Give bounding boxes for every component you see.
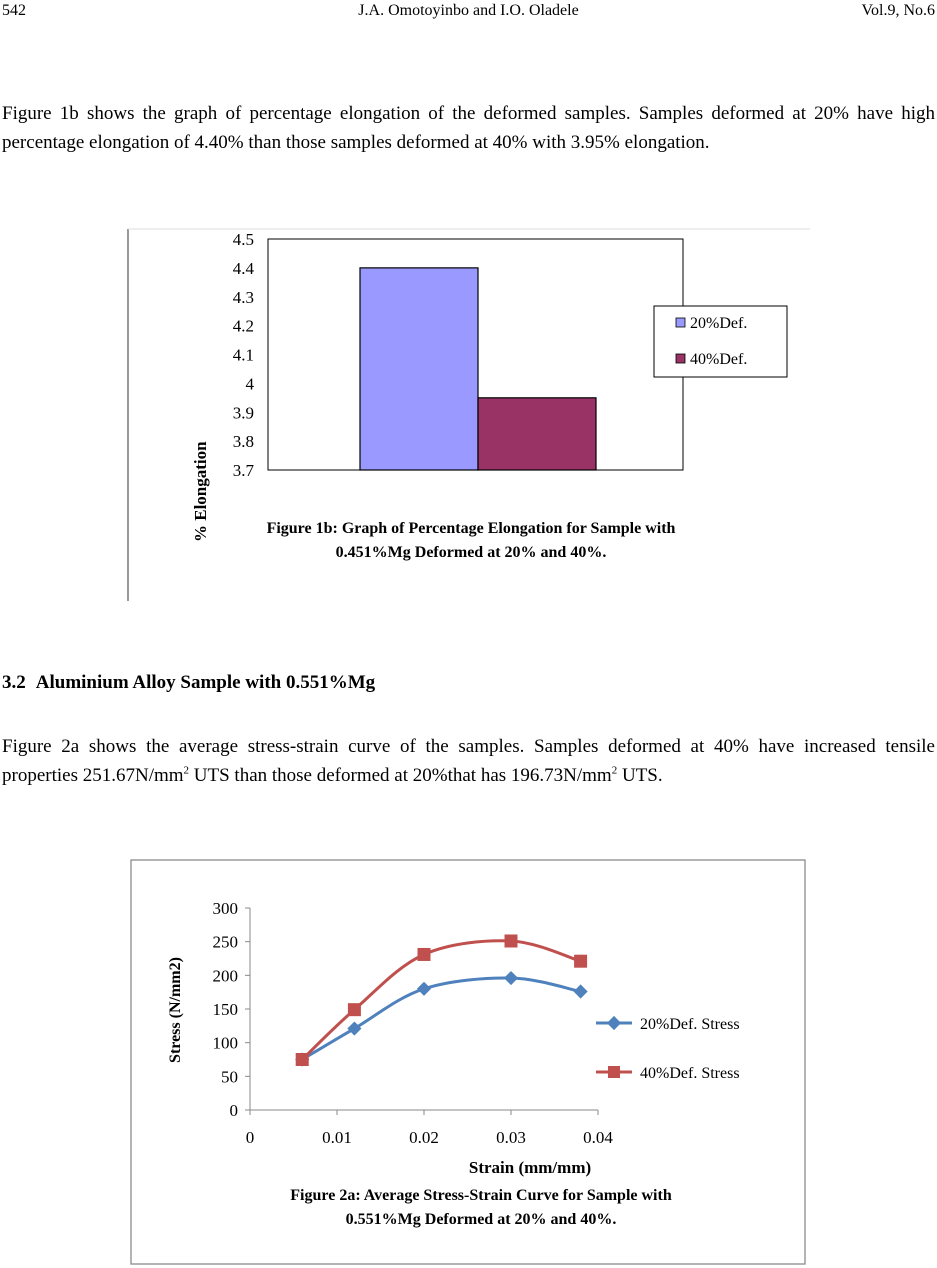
- superscript-1: 2: [183, 764, 190, 777]
- legend-label-20-def: 20%Def.: [690, 315, 748, 332]
- figure-2a-caption-line-2: 0.551%Mg Deformed at 20% and 40%.: [345, 1211, 617, 1228]
- figure-1b-y-tick-label: 3.8: [232, 432, 254, 452]
- legend-label-40-def: 40%Def.: [690, 351, 748, 368]
- legend-swatch-40-def: [676, 354, 685, 363]
- legend-marker-40-def-stress: [608, 1066, 620, 1078]
- data-point-40-def-stress: [574, 955, 587, 968]
- figure-1b-bar-40-def: [478, 398, 596, 470]
- legend-label-40-def-stress: 40%Def. Stress: [640, 1065, 740, 1082]
- figure-1b-caption-line-2: 0.451%Mg Deformed at 20% and 40%.: [335, 544, 607, 561]
- figure-2a-x-tick-label: 0.03: [496, 1128, 526, 1147]
- figure-1b-y-tick-label: 4: [245, 374, 254, 394]
- figure-2a-chart: [0, 858, 937, 1268]
- data-point-40-def-stress: [348, 1003, 361, 1016]
- figure-1b-y-tick-label: 4.1: [232, 345, 254, 365]
- figure-2a-y-tick-label: 200: [212, 966, 238, 986]
- figure-2a-y-tick-label: 50: [221, 1067, 238, 1087]
- figure-2a-x-tick-label: 0.02: [409, 1128, 439, 1147]
- section-heading: [2, 672, 375, 694]
- running-header-volume: Vol.9, No.6: [861, 2, 935, 19]
- figure-1b-y-axis-label: % Elongation: [191, 441, 210, 542]
- paragraph-figure-1b: Figure 1b shows the graph of percentage elongation of the deformed samples. Samples deformed at 20% have high percentage elongation of 4.40% than those samples deformed at 40% with 3.95% elongation.: [2, 103, 935, 153]
- figure-2a-caption-line-1: Figure 2a: Average Stress-Strain Curve for Sample with: [290, 1187, 672, 1204]
- running-header-authors: J.A. Omotoyinbo and I.O. Oladele: [358, 2, 579, 19]
- figure-2a-y-tick-label: 0: [229, 1101, 238, 1120]
- figure-2a-x-tick-label: 0.04: [583, 1128, 613, 1147]
- figure-2a-y-tick-label: 100: [212, 1033, 238, 1053]
- section-title: Aluminium Alloy Sample with 0.551%Mg: [35, 672, 376, 693]
- figure-2a-x-tick-label: 0.01: [322, 1128, 352, 1147]
- figure-1b-chart: [0, 225, 937, 605]
- figure-2a-x-tick-label: 0: [245, 1128, 255, 1147]
- figure-1b-y-tick-label: 3.9: [232, 403, 254, 423]
- figure-1b-caption-line-1: Figure 1b: Graph of Percentage Elongation for Sample with: [266, 520, 676, 537]
- figure-1b-y-tick-label: 4.4: [232, 258, 254, 278]
- figure-2a-y-axis-label: Stress (N/mm2): [167, 957, 184, 1063]
- page-number: 542: [2, 2, 26, 19]
- figure-1b-y-tick-label: 4.5: [232, 230, 254, 249]
- figure-2a-y-tick-label: 150: [212, 1000, 238, 1019]
- superscript-2: 2: [611, 764, 618, 777]
- figure-1b-y-tick-label: 4.3: [232, 287, 254, 307]
- figure-1b-y-tick-label: 3.7: [232, 461, 254, 480]
- figure-2a-y-tick-label: 250: [212, 932, 238, 952]
- paragraph-figure-2a: [2, 733, 935, 790]
- figure-2a-x-axis-label: Strain (mm/mm): [468, 1158, 592, 1177]
- data-point-40-def-stress: [418, 948, 431, 961]
- paragraph-2-text-2: UTS than those deformed at 20%that has 196.73N/mm: [189, 764, 612, 786]
- figure-1b-bar-20-def: [360, 268, 478, 470]
- legend-swatch-20-def: [676, 318, 685, 327]
- paragraph-2-text-3: UTS.: [617, 764, 663, 786]
- paragraph-2-text-1: Figure 2a shows the average stress-strain curve of the samples. Samples deformed at 40% have increased tensile properties 251.67N/mm: [2, 736, 935, 786]
- section-number: 3.2: [2, 672, 26, 693]
- figure-1b-y-tick-label: 4.2: [232, 316, 254, 336]
- data-point-40-def-stress: [505, 934, 518, 947]
- legend-label-20-def-stress: 20%Def. Stress: [640, 1016, 740, 1033]
- data-point-40-def-stress: [296, 1053, 309, 1066]
- figure-2a-y-tick-label: 300: [212, 899, 238, 918]
